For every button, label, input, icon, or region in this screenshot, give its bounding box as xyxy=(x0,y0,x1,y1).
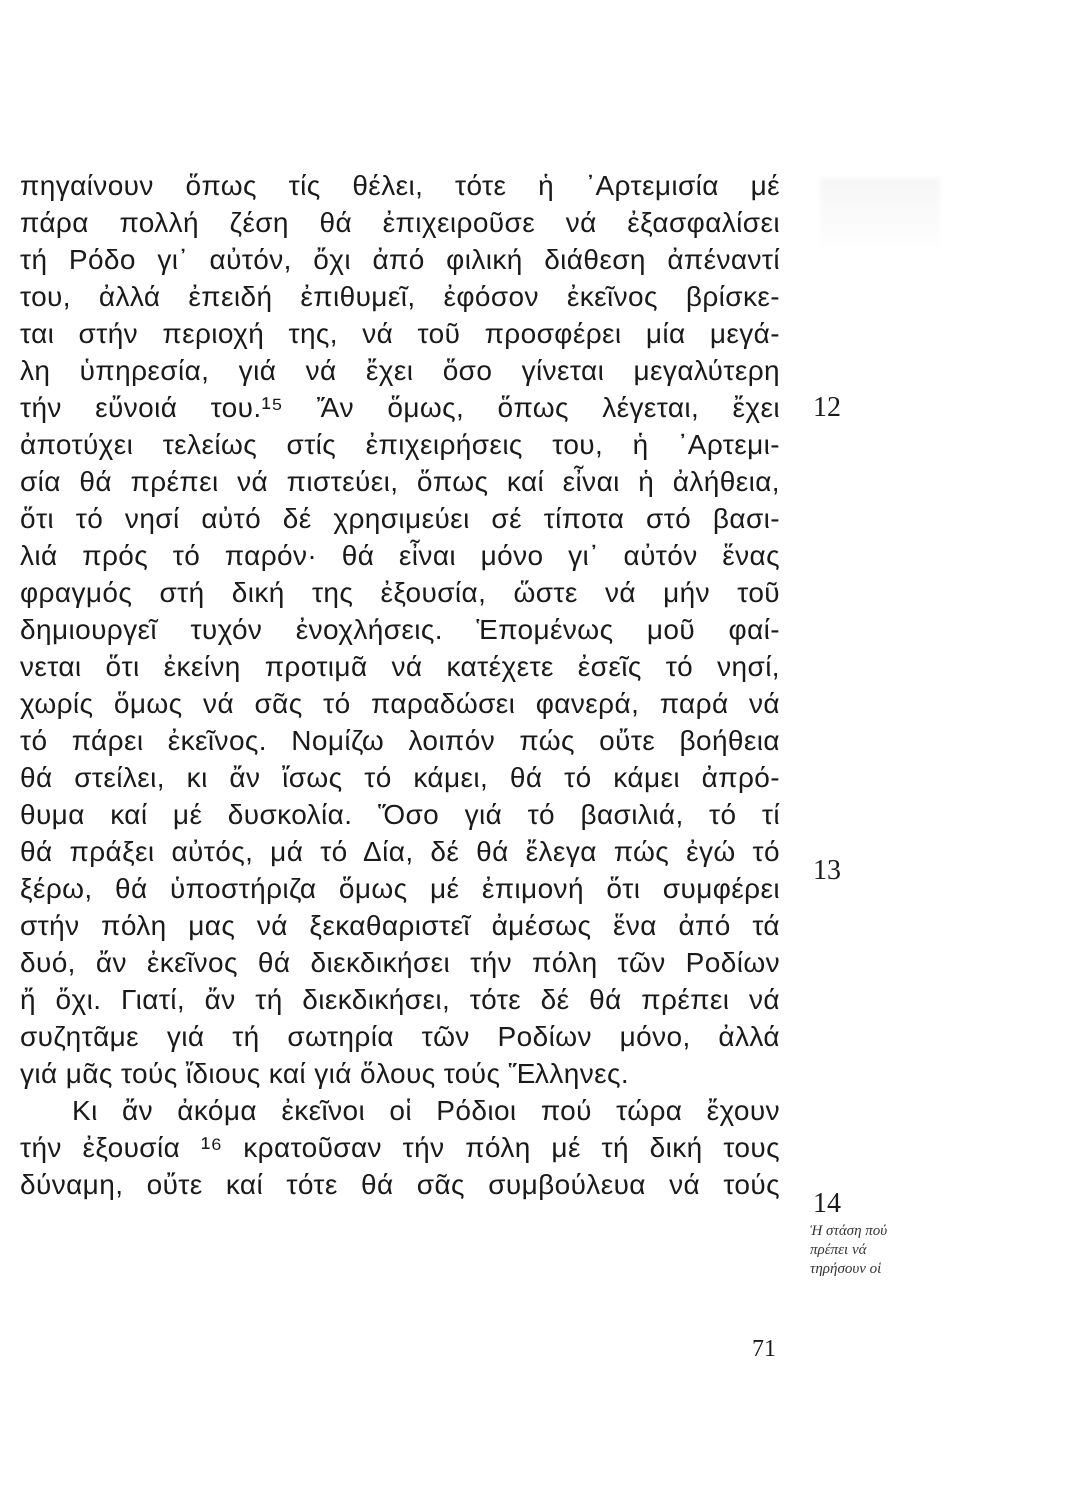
text-line: νεται ὅτι ἐκείνη προτιμᾶ νά κατέχετε ἐσεῖς τό νησί, xyxy=(20,651,780,682)
section-number-13: 13 xyxy=(813,855,841,886)
margin-note-line: πρέπει νά xyxy=(810,1242,867,1258)
margin-note-line: Ἡ στάση πού xyxy=(810,1223,888,1239)
text-line: ξέρω, θά ὑποστήριζα ὅμως μέ ἐπιμονή ὅτι συμφέρει xyxy=(20,873,780,904)
text-line: ἀποτύχει τελείως στίς ἐπιχειρήσεις του, ἡ ᾿Αρτεμι- xyxy=(20,429,780,460)
text-line: ὅτι τό νησί αὐτό δέ χρησιμεύει σέ τίποτα στό βασι- xyxy=(20,503,780,534)
margin-note-line: τηρήσουν οἱ xyxy=(810,1261,882,1277)
text-line: του, ἀλλά ἐπειδή ἐπιθυμεῖ, ἐφόσον ἐκεῖνος βρίσκε- xyxy=(20,281,780,312)
margin-note xyxy=(810,1222,960,1279)
section-number-14: 14 xyxy=(813,1188,841,1219)
text-line: τή Ρόδο γι᾿ αὐτόν, ὄχι ἀπό φιλική διάθεση ἀπέναντί xyxy=(20,244,780,275)
text-line: λη ὑπηρεσία, γιά νά ἔχει ὅσο γίνεται μεγαλύτερη xyxy=(20,355,780,386)
text-line: θά πράξει αὐτός, μά τό Δία, δέ θά ἔλεγα πώς ἐγώ τό xyxy=(20,836,780,867)
text-line: τήν εὔνοιά του.¹⁵ Ἄν ὅμως, ὅπως λέγεται, ἔχει xyxy=(20,392,780,423)
text-line: δύναμη, οὔτε καί τότε θά σᾶς συμβούλευα νά τούς xyxy=(20,1169,780,1200)
text-line: τήν ἐξουσία ¹⁶ κρατοῦσαν τήν πόλη μέ τή δική τους xyxy=(20,1132,780,1163)
text-line: τό πάρει ἐκεῖνος. Νομίζω λοιπόν πώς οὔτε βοήθεια xyxy=(20,725,780,756)
show-through-shadow xyxy=(820,178,940,248)
text-line: σία θά πρέπει νά πιστεύει, ὅπως καί εἶναι ἡ ἀλήθεια, xyxy=(20,466,780,497)
text-line: ται στήν περιοχή της, νά τοῦ προσφέρει μία μεγά- xyxy=(20,318,780,349)
section-number-12: 12 xyxy=(813,392,841,423)
text-line: θυμα καί μέ δυσκολία. Ὅσο γιά τό βασιλιά, τό τί xyxy=(20,799,780,830)
text-line: θά στείλει, κι ἄν ἴσως τό κάμει, θά τό κάμει ἀπρό- xyxy=(20,762,780,793)
body-text xyxy=(20,167,780,1203)
text-line: δυό, ἄν ἐκεῖνος θά διεκδικήσει τήν πόλη τῶν Ροδίων xyxy=(20,947,780,978)
text-line: πηγαίνουν ὅπως τίς θέλει, τότε ἡ ᾿Αρτεμισία μέ xyxy=(20,170,780,201)
page-number: 71 xyxy=(752,1336,776,1362)
text-line: Κι ἄν ἀκόμα ἐκεῖνοι οἱ Ρόδιοι πού τώρα ἔχουν xyxy=(72,1095,780,1126)
text-line: στήν πόλη μας νά ξεκαθαριστεῖ ἀμέσως ἕνα ἀπό τά xyxy=(20,910,780,941)
text-line: φραγμός στή δική της ἐξουσία, ὥστε νά μήν τοῦ xyxy=(20,577,780,608)
text-line: γιά μᾶς τούς ἴδιους καί γιά ὅλους τούς Ἕλληνες. xyxy=(20,1058,630,1089)
text-line: συζητᾶμε γιά τή σωτηρία τῶν Ροδίων μόνο, ἀλλά xyxy=(20,1021,780,1052)
text-line: χωρίς ὅμως νά σᾶς τό παραδώσει φανερά, παρά νά xyxy=(20,688,780,719)
text-line: λιά πρός τό παρόν· θά εἶναι μόνο γι᾿ αὐτόν ἕνας xyxy=(20,540,780,571)
text-line: πάρα πολλή ζέση θά ἐπιχειροῦσε νά ἐξασφαλίσει xyxy=(20,207,780,238)
text-line: δημιουργεῖ τυχόν ἐνοχλήσεις. Ἑπομένως μοῦ φαί- xyxy=(20,614,780,645)
text-line: ἤ ὄχι. Γιατί, ἄν τή διεκδικήσει, τότε δέ θά πρέπει νά xyxy=(20,984,780,1015)
